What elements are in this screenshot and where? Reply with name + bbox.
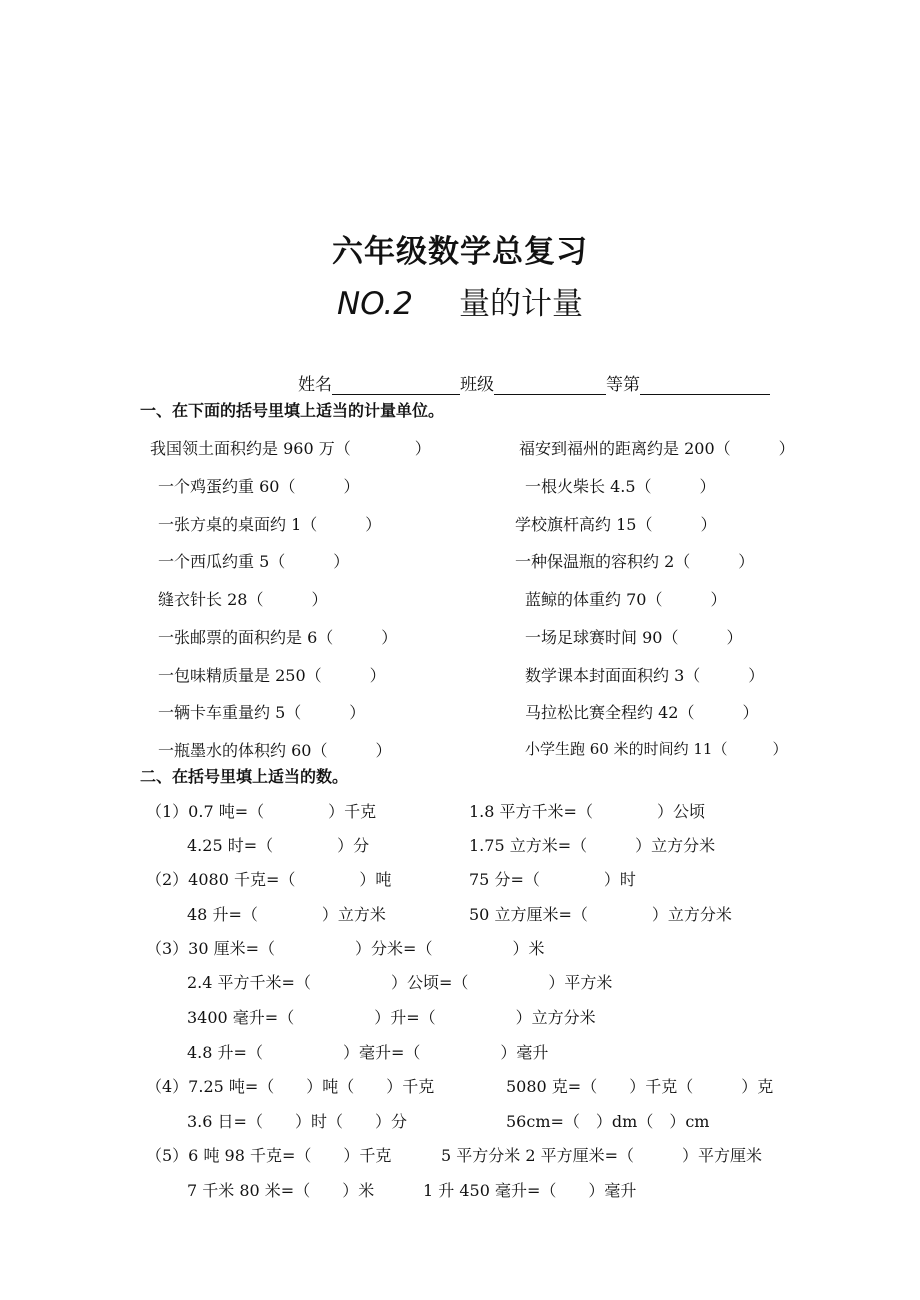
- list-item: 一瓶墨水的体积约 60（ ）: [158, 741, 392, 760]
- list-item: 小学生跑 60 米的时间约 11（ ）: [525, 740, 788, 758]
- list-item: 7 千米 80 米=（ ）米: [187, 1181, 375, 1200]
- grade-field[interactable]: [640, 376, 770, 395]
- student-info-row: [298, 370, 770, 395]
- list-item: 1 升 450 毫升=（ ）毫升: [423, 1181, 637, 1200]
- list-item: 4.25 时=（ ）分: [187, 836, 370, 855]
- list-item: 数学课本封面面积约 3（ ）: [525, 666, 765, 685]
- list-item: 3400 毫升=（ ）升=（ ）立方分米: [187, 1008, 596, 1027]
- list-item: （1）0.7 吨=（ ）千克: [146, 802, 377, 821]
- subtitle-number: NO.2: [337, 286, 413, 322]
- list-item: 一张邮票的面积约是 6（ ）: [158, 628, 398, 647]
- list-item: 75 分=（ ）时: [469, 870, 636, 889]
- list-item: 3.6 日=（ ）时（ ）分: [187, 1112, 407, 1131]
- list-item: 福安到福州的距离约是 200（ ）: [519, 439, 795, 458]
- name-label: 姓名: [298, 375, 332, 395]
- class-label: 班级: [460, 375, 494, 395]
- list-item: 56cm=（ ）dm（ ）cm: [506, 1112, 710, 1131]
- list-item: 一根火柴长 4.5（ ）: [525, 477, 716, 496]
- page-title: 六年级数学总复习: [332, 234, 588, 270]
- subtitle-text: 量的计量: [458, 286, 583, 322]
- list-item: 马拉松比赛全程约 42（ ）: [525, 703, 759, 722]
- list-item: （2）4080 千克=（ ）吨: [146, 870, 392, 889]
- list-item: 48 升=（ ）立方米: [187, 905, 386, 924]
- list-item: 1.75 立方米=（ ）立方分米: [469, 836, 716, 855]
- list-item: 缝衣针长 28（ ）: [158, 590, 328, 609]
- page-subtitle: [0, 278, 920, 323]
- list-item: （5）6 吨 98 千克=（ ）千克: [146, 1146, 392, 1165]
- section1-heading: 一、在下面的括号里填上适当的计量单位。: [140, 401, 445, 420]
- class-field[interactable]: [494, 376, 606, 395]
- list-item: 一包味精质量是 250（ ）: [158, 666, 386, 685]
- list-item: 2.4 平方千米=（ ）公顷=（ ）平方米: [187, 973, 613, 992]
- list-item: 一个鸡蛋约重 60（ ）: [158, 477, 360, 496]
- name-field[interactable]: [332, 376, 460, 395]
- grade-label: 等第: [606, 375, 640, 395]
- list-item: 50 立方厘米=（ ）立方分米: [469, 905, 732, 924]
- list-item: 5 平方分米 2 平方厘米=（ ）平方厘米: [441, 1146, 763, 1165]
- list-item: （3）30 厘米=（ ）分米=（ ）米: [146, 939, 545, 958]
- list-item: （4）7.25 吨=（ ）吨（ ）千克: [146, 1077, 435, 1096]
- list-item: 蓝鲸的体重约 70（ ）: [525, 590, 727, 609]
- list-item: 一个西瓜约重 5（ ）: [158, 552, 350, 571]
- list-item: 一张方桌的桌面约 1（ ）: [158, 515, 382, 534]
- list-item: 5080 克=（ ）千克（ ）克: [506, 1077, 774, 1096]
- list-item: 我国领土面积约是 960 万（ ）: [150, 439, 431, 458]
- list-item: 一种保温瓶的容积约 2（ ）: [515, 552, 755, 571]
- list-item: 1.8 平方千米=（ ）公顷: [469, 802, 705, 821]
- list-item: 4.8 升=（ ）毫升=（ ）毫升: [187, 1043, 549, 1062]
- list-item: 学校旗杆高约 15（ ）: [515, 515, 717, 534]
- list-item: 一辆卡车重量约 5（ ）: [158, 703, 366, 722]
- list-item: 一场足球赛时间 90（ ）: [525, 628, 743, 647]
- section2-heading: 二、在括号里填上适当的数。: [140, 767, 349, 786]
